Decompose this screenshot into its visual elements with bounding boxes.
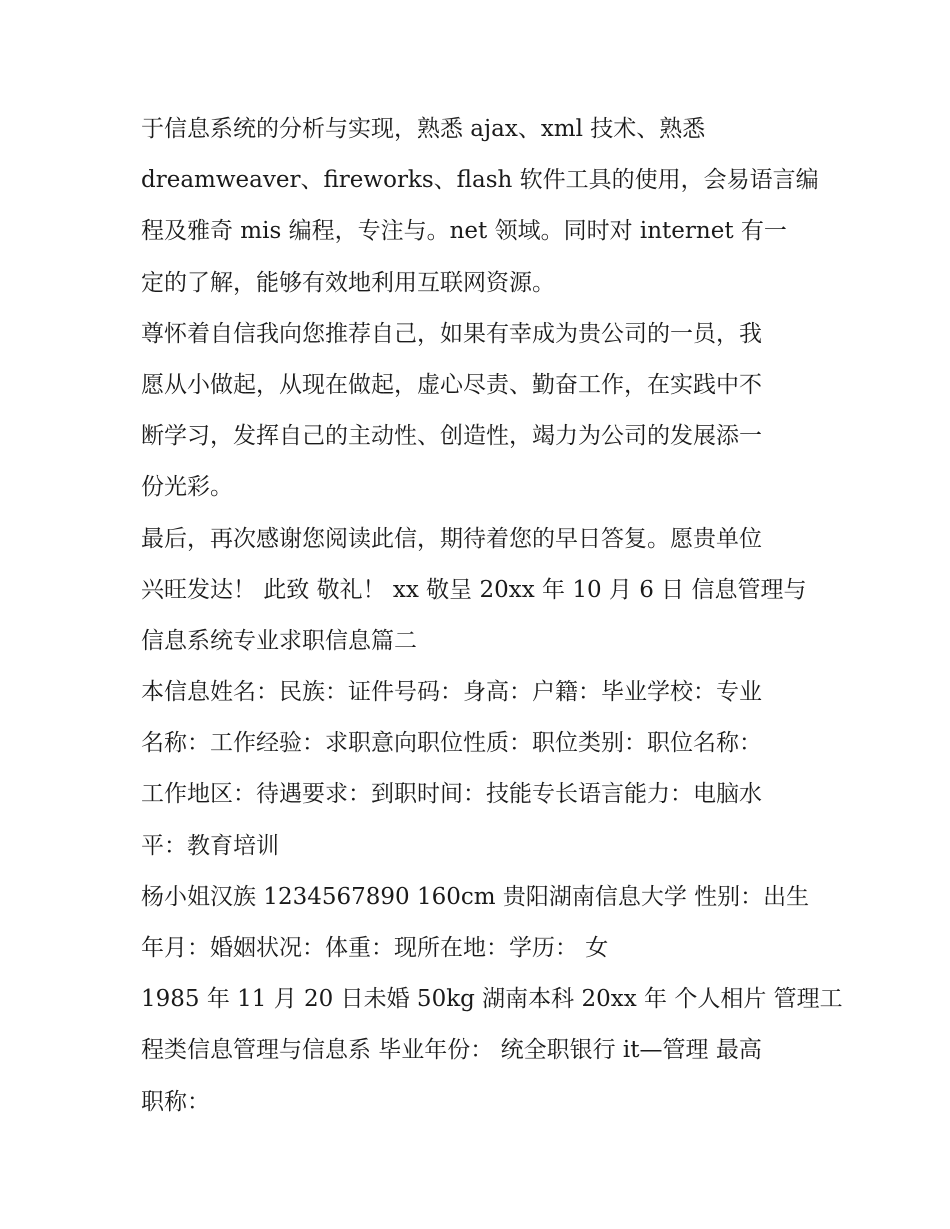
text-line: 断学习，发挥自己的主动性、创造性，竭力为公司的发展添一: [141, 423, 762, 450]
text-line: 年月：婚姻状况：体重：现所在地：学历： 女: [141, 935, 609, 961]
text-line: 1985 年 11 月 20 日未婚 50kg 湖南本科 20xx 年 个人相片 管理工: [141, 986, 843, 1013]
text-line: 程类信息管理与信息系 毕业年份： 统全职银行 it—管理 最高: [141, 1037, 762, 1064]
text-line: 本信息姓名：民族：证件号码：身高：户籍：毕业学校：专业: [141, 679, 762, 706]
text-line: 职称：: [141, 1088, 210, 1115]
text-line: 程及雅奇 mis 编程，专注与。net 领域。同时对 internet 有一: [141, 218, 787, 245]
text-line: 尊怀着自信我向您推荐自己，如果有幸成为贵公司的一员，我: [141, 320, 762, 347]
text-line: 名称：工作经验：求职意向职位性质：职位类别：职位名称：: [141, 730, 762, 757]
text-line: 愿从小做起，从现在做起，虚心尽责、勤奋工作，在实践中不: [141, 371, 762, 398]
text-line: 信息系统专业求职信息篇二: [141, 627, 417, 654]
text-line: 份光彩。: [141, 474, 233, 501]
text-line: 兴旺发达！ 此致 敬礼！ xx 敬呈 20xx 年 10 月 6 日 信息管理与: [141, 576, 807, 603]
text-line: 于信息系统的分析与实现，熟悉 ajax、xml 技术、熟悉: [141, 116, 706, 142]
text-line: dreamweaver、fireworks、flash 软件工具的使用，会易语言编: [141, 167, 819, 194]
text-line: 最后，再次感谢您阅读此信，期待着您的早日答复。愿贵单位: [141, 525, 762, 552]
text-line: 工作地区：待遇要求：到职时间：技能专长语言能力：电脑水: [141, 781, 762, 808]
text-line: 杨小姐汉族 1234567890 160cm 贵阳湖南信息大学 性别：出生: [141, 883, 810, 910]
text-line: 平：教育培训: [141, 832, 279, 859]
document-body: [141, 104, 843, 1128]
text-line: 定的了解，能够有效地利用互联网资源。: [141, 269, 555, 296]
